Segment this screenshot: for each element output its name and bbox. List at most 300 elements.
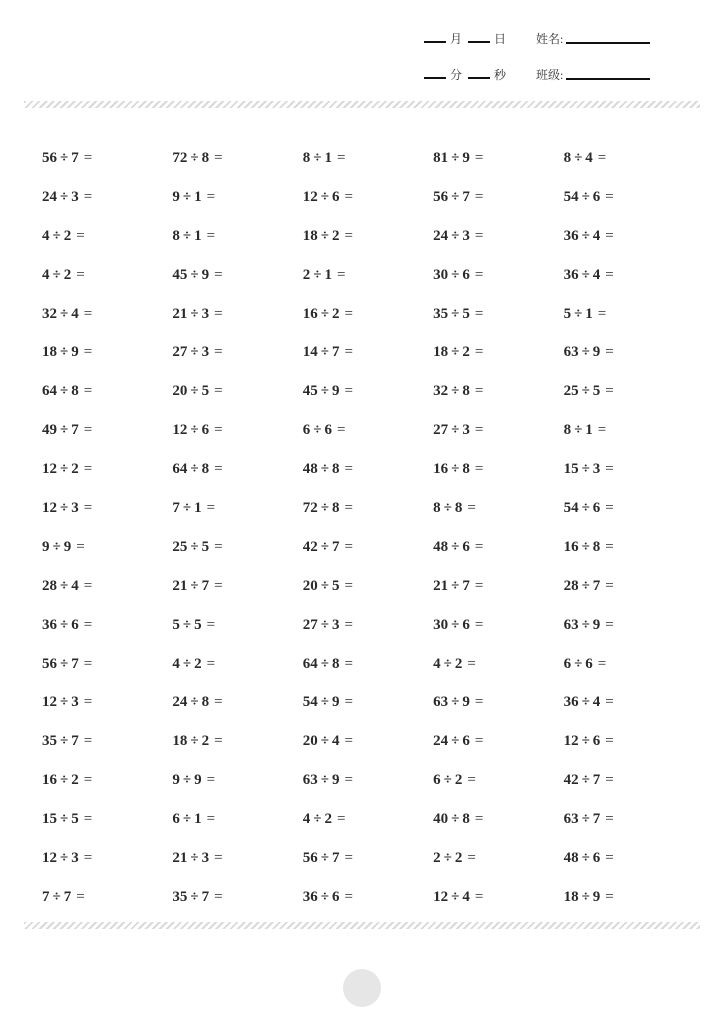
equals-sign: = (206, 772, 216, 789)
division-problem (303, 694, 433, 711)
equals-sign: = (605, 811, 614, 828)
division-problem (42, 578, 172, 595)
divisor: 4 (592, 694, 601, 711)
divide-sign: ÷ (320, 188, 330, 205)
divide-sign: ÷ (320, 616, 330, 633)
divisor: 9 (194, 772, 202, 789)
division-problem (303, 228, 433, 245)
equals-sign: = (83, 461, 93, 478)
equals-sign: = (344, 733, 353, 750)
dividend: 48 (302, 461, 318, 478)
equals-sign: = (344, 694, 353, 711)
name-blank[interactable] (566, 42, 650, 44)
divide-sign: ÷ (182, 499, 192, 516)
dividend: 24 (433, 733, 449, 750)
divide-sign: ÷ (451, 733, 460, 750)
divisor: 2 (462, 344, 470, 361)
dividend: 36 (563, 694, 579, 711)
division-problem (303, 189, 433, 206)
division-problem (433, 617, 563, 634)
divisor: 5 (201, 538, 210, 555)
division-problem (172, 811, 302, 828)
division-problem (433, 461, 563, 478)
divisor: 9 (462, 149, 470, 166)
divisor: 7 (462, 188, 470, 205)
division-problem (433, 267, 563, 284)
equals-sign: = (605, 538, 614, 555)
second-blank[interactable] (468, 77, 490, 79)
division-problem (433, 344, 563, 361)
divisor: 8 (201, 461, 210, 478)
divisor: 9 (592, 344, 601, 361)
equals-sign: = (474, 577, 484, 594)
divisor: 8 (201, 149, 210, 166)
divisor: 9 (332, 772, 340, 789)
dividend: 12 (42, 461, 57, 478)
division-problem (433, 228, 563, 245)
division-problem (303, 889, 433, 906)
divide-sign: ÷ (52, 538, 61, 555)
divide-sign: ÷ (581, 227, 590, 244)
division-problem (433, 422, 563, 439)
equals-sign: = (337, 149, 346, 166)
equals-sign: = (344, 849, 353, 866)
dividend: 28 (563, 577, 579, 594)
problem-row (42, 567, 702, 606)
divide-sign: ÷ (320, 888, 330, 905)
equals-sign: = (597, 305, 607, 322)
dividend: 54 (563, 188, 579, 205)
dividend: 21 (172, 305, 188, 322)
divisor: 5 (71, 811, 79, 828)
divisor: 5 (201, 383, 210, 400)
divisor: 9 (332, 694, 340, 711)
equals-sign: = (474, 694, 484, 711)
division-problem (564, 850, 694, 867)
equals-sign: = (214, 266, 223, 283)
problem-row (42, 839, 702, 878)
divisor: 3 (71, 694, 79, 711)
divide-sign: ÷ (190, 694, 199, 711)
divisor: 1 (194, 188, 202, 205)
division-problem (303, 850, 433, 867)
dividend: 25 (172, 538, 188, 555)
division-problem (42, 150, 172, 167)
class-label: 班级: (536, 67, 564, 82)
divisor: 3 (71, 499, 79, 516)
equals-sign: = (344, 344, 353, 361)
division-problem (564, 539, 694, 556)
dividend: 35 (433, 305, 449, 322)
division-problem (172, 189, 302, 206)
divide-sign: ÷ (320, 538, 330, 555)
divisor: 8 (71, 383, 79, 400)
divide-sign: ÷ (320, 383, 330, 400)
dividend: 14 (302, 344, 318, 361)
dividend: 63 (563, 344, 579, 361)
divide-sign: ÷ (581, 499, 590, 516)
division-problem (564, 889, 694, 906)
day-blank[interactable] (468, 41, 490, 43)
divide-sign: ÷ (451, 422, 460, 439)
divisor: 2 (332, 227, 340, 244)
divisor: 7 (332, 849, 340, 866)
divisor: 2 (71, 461, 79, 478)
divisor: 5 (462, 305, 470, 322)
bottom-hatched-divider (24, 922, 700, 929)
division-problem (564, 306, 694, 323)
dividend: 7 (172, 499, 180, 516)
divide-sign: ÷ (581, 888, 590, 905)
dividend: 4 (42, 266, 50, 283)
divisor: 7 (592, 811, 601, 828)
dividend: 25 (563, 383, 579, 400)
divisor: 7 (71, 655, 79, 672)
division-problem (564, 578, 694, 595)
divisor: 6 (592, 849, 601, 866)
divisor: 7 (63, 888, 72, 905)
divide-sign: ÷ (60, 499, 69, 516)
dividend: 4 (172, 655, 180, 672)
divide-sign: ÷ (581, 849, 590, 866)
equals-sign: = (83, 344, 93, 361)
dividend: 35 (172, 888, 188, 905)
divide-sign: ÷ (581, 733, 590, 750)
divide-sign: ÷ (182, 227, 192, 244)
divisor: 6 (332, 188, 340, 205)
divisor: 6 (592, 188, 601, 205)
equals-sign: = (206, 655, 216, 672)
equals-sign: = (214, 694, 223, 711)
month-label: 月 (450, 31, 463, 46)
divisor: 8 (332, 499, 340, 516)
dividend: 48 (433, 538, 449, 555)
division-problem (172, 733, 302, 750)
equals-sign: = (605, 888, 614, 905)
division-problem (433, 889, 563, 906)
division-problem (564, 733, 694, 750)
divide-sign: ÷ (182, 188, 192, 205)
divisor: 4 (71, 577, 79, 594)
divide-sign: ÷ (190, 344, 199, 361)
dividend: 56 (42, 655, 57, 672)
divisor: 3 (71, 188, 79, 205)
dividend: 6 (563, 655, 572, 672)
division-problem (303, 344, 433, 361)
divide-sign: ÷ (313, 266, 322, 283)
equals-sign: = (467, 849, 476, 866)
divisor: 7 (462, 577, 470, 594)
equals-sign: = (214, 305, 223, 322)
division-problem (172, 422, 302, 439)
problem-row (42, 683, 702, 722)
divide-sign: ÷ (443, 655, 452, 672)
division-problem (564, 189, 694, 206)
divide-sign: ÷ (52, 888, 61, 905)
divide-sign: ÷ (190, 888, 199, 905)
division-problem (172, 578, 302, 595)
dividend: 36 (563, 266, 579, 283)
problem-row (42, 450, 702, 489)
dividend: 32 (42, 305, 57, 322)
dividend: 36 (563, 227, 579, 244)
division-problem (42, 772, 172, 789)
class-blank[interactable] (566, 78, 650, 80)
equals-sign: = (76, 266, 85, 283)
equals-sign: = (83, 149, 93, 166)
divisor: 6 (585, 655, 593, 672)
equals-sign: = (467, 655, 476, 672)
dividend: 5 (563, 305, 572, 322)
division-problem (303, 150, 433, 167)
divide-sign: ÷ (60, 655, 69, 672)
equals-sign: = (474, 538, 484, 555)
equals-sign: = (597, 422, 607, 439)
divide-sign: ÷ (190, 849, 199, 866)
divisor: 2 (63, 266, 72, 283)
dividend: 12 (302, 188, 318, 205)
dividend: 12 (42, 499, 57, 516)
dividend: 2 (433, 849, 441, 866)
problem-row (42, 878, 702, 917)
equals-sign: = (605, 383, 614, 400)
divisor: 7 (201, 577, 210, 594)
divide-sign: ÷ (60, 149, 69, 166)
divide-sign: ÷ (190, 538, 199, 555)
divisor: 3 (462, 422, 470, 439)
divisor: 1 (324, 149, 333, 166)
equals-sign: = (214, 149, 223, 166)
divide-sign: ÷ (451, 188, 460, 205)
equals-sign: = (467, 499, 476, 516)
divide-sign: ÷ (451, 538, 460, 555)
division-problem (433, 772, 563, 789)
division-problem (433, 656, 563, 673)
division-problem (42, 850, 172, 867)
division-problem (303, 461, 433, 478)
divide-sign: ÷ (581, 772, 590, 789)
divisor: 3 (71, 849, 79, 866)
dividend: 16 (42, 772, 57, 789)
dividend: 64 (172, 461, 188, 478)
division-problem (564, 383, 694, 400)
divide-sign: ÷ (451, 266, 460, 283)
division-problem (303, 500, 433, 517)
divisor: 1 (585, 422, 593, 439)
divisor: 9 (462, 694, 470, 711)
division-problem (564, 150, 694, 167)
dividend: 54 (563, 499, 579, 516)
dividend: 63 (433, 694, 449, 711)
equals-sign: = (474, 733, 484, 750)
equals-sign: = (605, 188, 614, 205)
division-problem (303, 772, 433, 789)
dividend: 21 (172, 577, 188, 594)
division-problem (303, 578, 433, 595)
equals-sign: = (344, 655, 353, 672)
dividend: 15 (42, 811, 57, 828)
divide-sign: ÷ (451, 577, 460, 594)
problem-row (42, 217, 702, 256)
dividend: 64 (42, 383, 57, 400)
division-problem (172, 539, 302, 556)
problem-row (42, 295, 702, 334)
divide-sign: ÷ (451, 305, 460, 322)
divide-sign: ÷ (443, 849, 452, 866)
equals-sign: = (214, 538, 223, 555)
equals-sign: = (83, 811, 93, 828)
division-problem (303, 656, 433, 673)
divisor: 2 (63, 227, 72, 244)
divide-sign: ÷ (443, 499, 452, 516)
month-blank[interactable] (424, 41, 446, 43)
dividend: 24 (172, 694, 188, 711)
division-problem (433, 850, 563, 867)
divide-sign: ÷ (451, 344, 460, 361)
problem-row (42, 489, 702, 528)
equals-sign: = (474, 227, 484, 244)
dividend: 49 (42, 422, 57, 439)
divisor: 8 (201, 694, 210, 711)
divisor: 6 (462, 733, 470, 750)
divide-sign: ÷ (451, 149, 460, 166)
minute-label: 分 (450, 67, 463, 82)
equals-sign: = (214, 422, 223, 439)
equals-sign: = (344, 538, 353, 555)
divisor: 1 (194, 811, 202, 828)
dividend: 2 (302, 266, 311, 283)
divisor: 8 (462, 811, 470, 828)
divisor: 7 (592, 577, 601, 594)
page-indicator-circle (343, 969, 381, 1007)
equals-sign: = (344, 305, 353, 322)
problem-row (42, 645, 702, 684)
dividend: 6 (172, 811, 180, 828)
equals-sign: = (474, 383, 484, 400)
divide-sign: ÷ (60, 461, 69, 478)
class-field (536, 66, 650, 83)
divisor: 8 (332, 461, 340, 478)
divide-sign: ÷ (60, 616, 69, 633)
division-problem (564, 656, 694, 673)
divisor: 9 (592, 616, 601, 633)
dividend: 4 (42, 227, 50, 244)
division-problem (433, 150, 563, 167)
equals-sign: = (474, 811, 484, 828)
minute-blank[interactable] (424, 77, 446, 79)
dividend: 16 (563, 538, 579, 555)
division-problem (42, 889, 172, 906)
divisor: 7 (71, 422, 79, 439)
divide-sign: ÷ (574, 422, 583, 439)
equals-sign: = (83, 305, 93, 322)
divisor: 9 (332, 383, 340, 400)
dividend: 56 (433, 188, 449, 205)
divide-sign: ÷ (581, 188, 590, 205)
division-problem (172, 383, 302, 400)
divisor: 5 (592, 383, 601, 400)
date-row (424, 30, 650, 46)
divide-sign: ÷ (190, 577, 199, 594)
divide-sign: ÷ (581, 616, 590, 633)
division-problem (303, 422, 433, 439)
divide-sign: ÷ (320, 849, 330, 866)
dividend: 36 (302, 888, 318, 905)
divide-sign: ÷ (451, 616, 460, 633)
divide-sign: ÷ (313, 811, 322, 828)
divisor: 3 (462, 227, 470, 244)
dividend: 27 (433, 422, 449, 439)
division-problem (433, 500, 563, 517)
equals-sign: = (474, 305, 484, 322)
divisor: 1 (585, 305, 593, 322)
equals-sign: = (474, 188, 484, 205)
equals-sign: = (597, 655, 607, 672)
divisor: 9 (71, 344, 79, 361)
equals-sign: = (83, 188, 93, 205)
equals-sign: = (474, 888, 484, 905)
division-problem (172, 772, 302, 789)
dividend: 63 (302, 772, 318, 789)
dividend: 9 (42, 538, 50, 555)
dividend: 20 (302, 577, 318, 594)
divisor: 3 (201, 305, 210, 322)
division-problem (303, 383, 433, 400)
dividend: 8 (433, 499, 441, 516)
equals-sign: = (206, 227, 216, 244)
division-problem (42, 617, 172, 634)
dividend: 12 (42, 849, 57, 866)
divide-sign: ÷ (320, 577, 330, 594)
equals-sign: = (214, 849, 223, 866)
dividend: 12 (172, 422, 188, 439)
problem-row (42, 333, 702, 372)
dividend: 9 (172, 188, 180, 205)
problem-row (42, 178, 702, 217)
dividend: 9 (172, 772, 180, 789)
division-problem (564, 344, 694, 361)
dividend: 16 (302, 305, 318, 322)
divide-sign: ÷ (60, 188, 69, 205)
equals-sign: = (344, 577, 353, 594)
equals-sign: = (214, 383, 223, 400)
divisor: 6 (332, 888, 340, 905)
dividend: 81 (433, 149, 449, 166)
divide-sign: ÷ (451, 888, 460, 905)
divisor: 8 (462, 461, 470, 478)
divide-sign: ÷ (182, 772, 192, 789)
division-problem (433, 539, 563, 556)
divisor: 8 (592, 538, 601, 555)
divide-sign: ÷ (190, 305, 199, 322)
dividend: 48 (563, 849, 579, 866)
divide-sign: ÷ (581, 461, 590, 478)
dividend: 35 (42, 733, 57, 750)
division-problem (172, 344, 302, 361)
divisor: 4 (332, 733, 340, 750)
divide-sign: ÷ (581, 266, 590, 283)
divide-sign: ÷ (190, 383, 199, 400)
divide-sign: ÷ (60, 383, 69, 400)
problem-row (42, 411, 702, 450)
equals-sign: = (474, 461, 484, 478)
divisor: 7 (332, 538, 340, 555)
division-problem (42, 539, 172, 556)
equals-sign: = (214, 344, 223, 361)
dividend: 63 (563, 811, 579, 828)
equals-sign: = (474, 266, 484, 283)
division-problem (42, 306, 172, 323)
